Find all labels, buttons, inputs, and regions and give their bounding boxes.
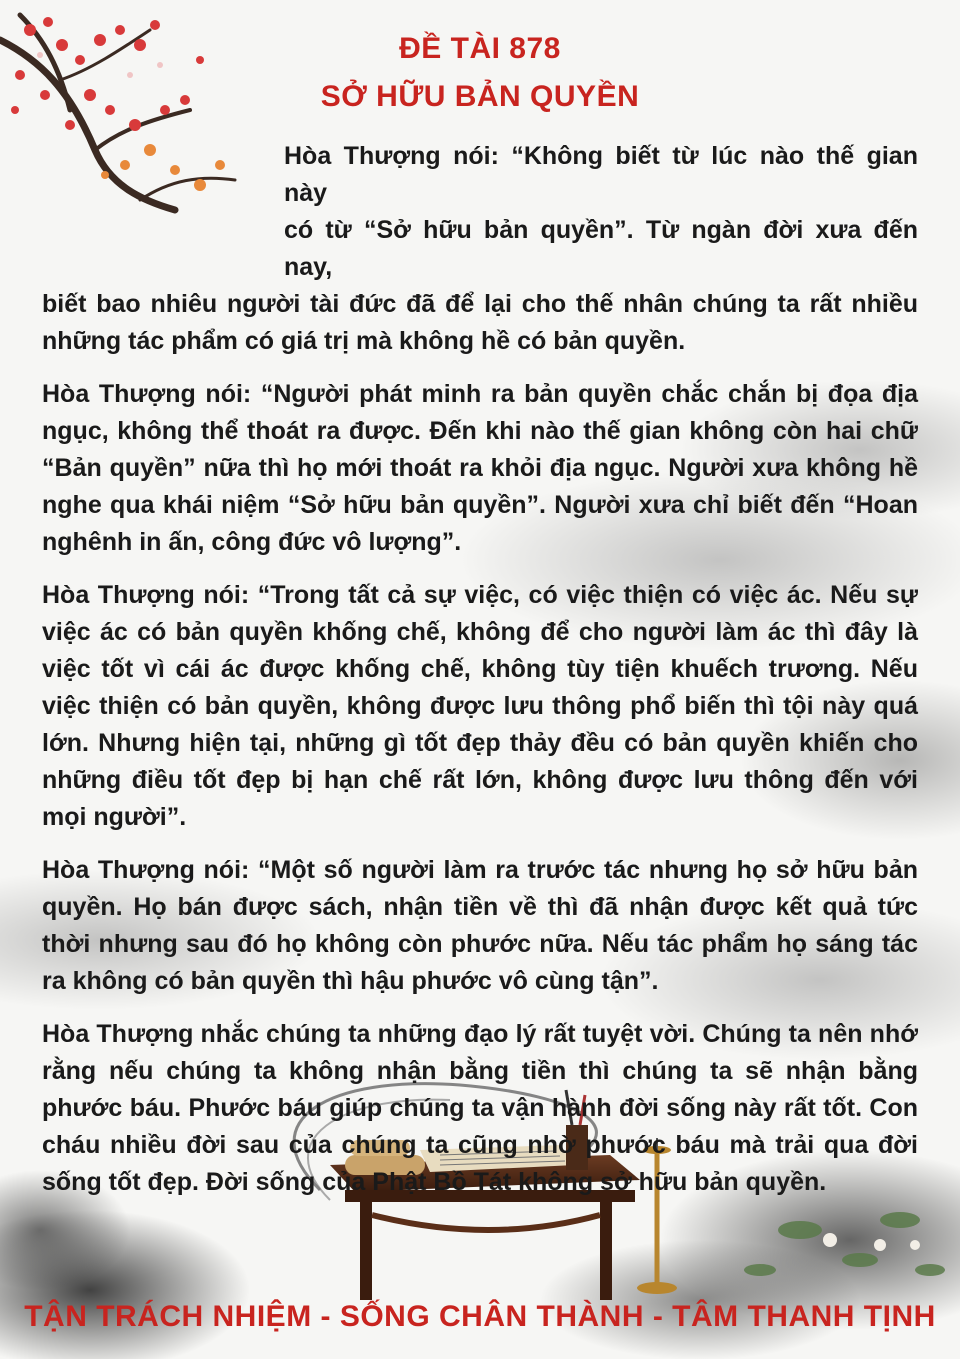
paragraph-1-rest: biết bao nhiêu người tài đức đã để lại cho thế nhân chúng ta rất nhiều những tác phẩm có giá trị mà không hề có bản quyền. <box>42 290 918 355</box>
article-paragraph-5: Hòa Thượng nhắc chúng ta những đạo lý rất tuyệt vời. Chúng ta nên nhớ rằng nếu chúng ta không nhận bằng tiền thì chúng ta sẽ nhận bằng phước báu. Phước báu giúp chúng ta vận hành đời sống này rất tốt. Con cháu nhiều đời sau của chúng ta cũng nhờ phước báu mà trải qua đời sống tốt đẹp. Đời sống của Phật Bồ Tát không sở hữu bản quyền. <box>42 1020 918 1196</box>
article-body <box>42 138 918 1217</box>
article-paragraph-2: Hòa Thượng nói: “Người phát minh ra bản quyền chắc chắn bị đọa địa ngục, không thể thoát ra được. Đến khi nào thế gian không còn hai chữ “Bản quyền” nữa thì họ mới thoát ra khỏi địa ngục. Người xưa không hề nghe qua khái niệm “Sở hữu bản quyền”. Người xưa chỉ biết đến “Hoan nghênh in ấn, công đức vô lượng”. <box>42 380 918 556</box>
footer-motto: TẬN TRÁCH NHIỆM - SỐNG CHÂN THÀNH - TÂM THANH TỊNH <box>24 1300 936 1333</box>
paragraph-1-line-1: Hòa Thượng nói: “Không biết từ lúc nào thế gian này <box>284 142 918 207</box>
page-title-topic-name: SỞ HỮU BẢN QUYỀN <box>320 80 640 113</box>
article-paragraph-3: Hòa Thượng nói: “Trong tất cả sự việc, có việc thiện có việc ác. Nếu sự việc ác có bản quyền khống chế, không để cho người làm ác thì đây là việc tốt vì cái ác được khống chế, không tùy tiện khuếch trương. Nếu việc thiện có bản quyền, không được lưu thông phổ biến thì tội này quá lớn. Nhưng hiện tại, những gì tốt đẹp thảy đều có bản quyền khiến cho những điều tốt đẹp bị hạn chế rất lớn, không được lưu thông đến với mọi người”. <box>42 581 918 831</box>
article-paragraph-1 <box>42 138 918 360</box>
paragraph-1-line-2: có từ “Sở hữu bản quyền”. Từ ngàn đời xưa đến nay, <box>284 216 918 281</box>
article-paragraph-4: Hòa Thượng nói: “Một số người làm ra trước tác nhưng họ sở hữu bản quyền. Họ bán được sách, nhận tiền về thì đã nhận được kết quả tức thời nhưng sau đó họ không còn phước nữa. Nếu tác phẩm họ sáng tác ra không có bản quyền thì hậu phước vô cùng tận”. <box>42 856 918 995</box>
page-title-topic-number: ĐỀ TÀI 878 <box>399 32 561 65</box>
